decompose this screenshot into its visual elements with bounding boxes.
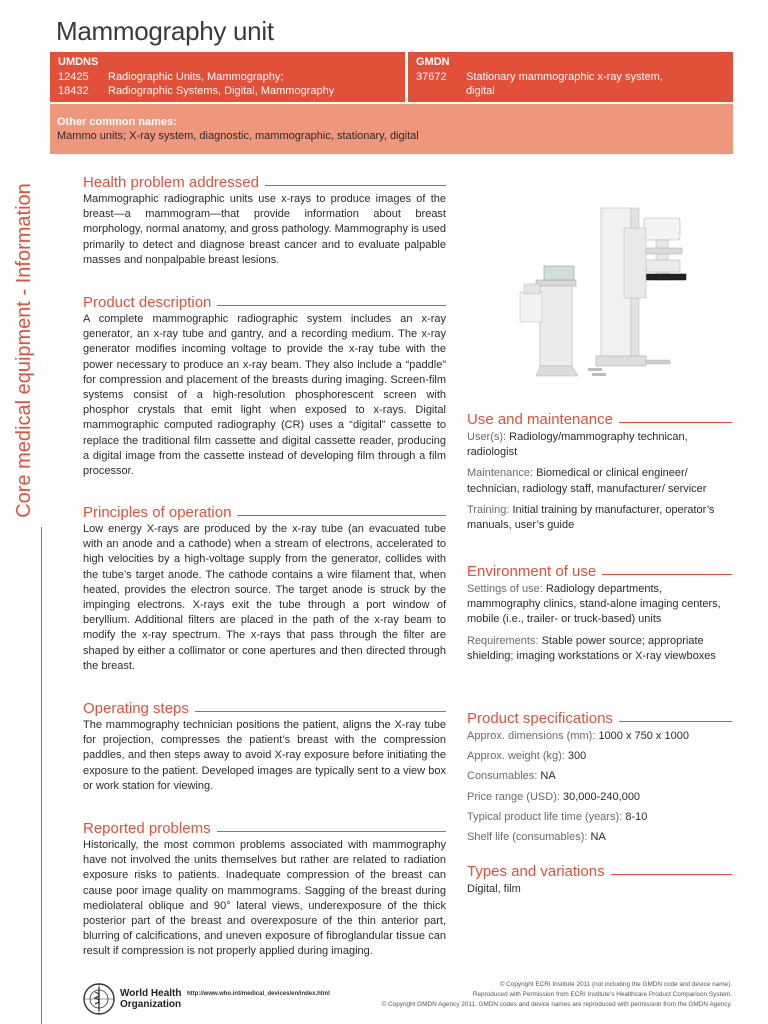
heading-rule [237,515,446,516]
other-names-box [50,104,733,154]
gmdn-name: digital [466,85,495,97]
section-heading [467,708,732,728]
heading-rule [195,711,446,712]
health-title: Health problem addressed [83,173,259,191]
umdns-name: Radiographic Systems, Digital, Mammography [108,85,335,97]
use-maintenance-title: Use and maintenance [467,410,613,428]
item-value: Initial training by manufacturer, operator’s manuals, user’s guide [467,503,715,532]
item-label: User(s): [467,431,510,443]
umdns-code: 12425 [58,71,89,83]
use-maintenance-section [467,409,732,539]
section-heading [83,502,446,522]
spec-label: Price range (USD): [467,790,563,803]
types-text: Digital, film [467,883,521,895]
section-heading [467,561,732,581]
types-section [467,861,732,903]
use-item [467,430,732,460]
operating-text: The mammography technician positions the patient, aligns the X-ray tube for projection, compresses the patient’s breast with the compression paddles, and then steps away to avoid X-ray exposure before initiating the exposure to the patient. Developed images are typically sent to a view box or work station for viewing. [83,719,446,792]
item-value: Radiology departments, mammography clinics, stand-alone imaging centers, mobile (i.e., trailer- or truck-based) units [467,583,721,626]
gmdn-code: 37672 [416,71,447,83]
item-value: Radiology/mammography technican, radiologist [467,431,688,459]
operating-title: Operating steps [83,699,189,717]
spec-value: 1000 x 750 x 1000 [598,730,689,742]
gmdn-name: Stationary mammographic x-ray system, [466,71,663,83]
principles-text: Low energy X-rays are produced by the x-ray tube (an evacuated tube with an anode and a cathode) when a stream of electrons, accelerated to high velocities by a high-voltage supply from the generator, collides with the tube’s target anode. The cathode contains a wire filament that, when heated, provides the electron source. The target anode is struck by the impinging electrons. X-rays exit the tube through a port window of beryllium. Additional filters are placed in the path of the x-ray beam to modify the x-ray spectrum. The x-rays that pass through the filter are shaped by either a collimator or cone apertures and then directed through the breast. [83,523,446,672]
product-section [83,292,446,479]
spec-value: 30,000-240,000 [562,790,641,803]
copyright-notice [312,980,732,1011]
spec-item [467,749,732,764]
heading-rule [217,831,446,832]
section-heading [83,698,446,718]
umdns-header: UMDNS [58,56,99,68]
spec-item [467,810,732,825]
heading-rule [611,874,732,875]
other-names-text: Mammo units; X-ray system, diagnostic, mammographic, stationary, digital [57,130,419,142]
spec-value: 8-10 [625,810,648,823]
who-name [120,988,181,1010]
specifications-title: Product specifications [467,709,613,727]
problems-section [83,818,446,960]
spec-item [467,790,732,805]
gmdn-row [416,70,725,84]
spec-value: NA [590,830,606,843]
other-names-header: Other common names: [57,116,177,128]
item-value: Biomedical or clinical engineer/ technician, radiology staff, manufacturer/ servicer [467,467,707,495]
spec-label: Approx. dimensions (mm): [467,730,599,742]
spec-label: Consumables: [467,770,541,783]
health-text: Mammographic radiographic units use x-rays to produce images of the breast—a mammogram—that provide information about breast morphology, normal anatomy, and gross pathology. Mammography is used primarily to detect and diagnose breast cancer and to evaluate palpable masses and nonpalpable breast lesions. [83,193,446,266]
spec-item [467,769,732,784]
item-label: Requirements: [467,634,542,647]
heading-rule [602,574,732,575]
section-heading [83,292,446,312]
health-section [83,172,446,268]
spec-label: Shelf life (consumables): [467,830,591,843]
operating-section [83,698,446,794]
who-emblem-icon [82,982,116,1016]
principles-title: Principles of operation [83,503,232,521]
section-heading [83,172,446,192]
section-heading [467,861,732,881]
gmdn-code [416,84,466,98]
spec-item [467,729,732,744]
use-item [467,466,732,496]
principles-section [83,502,446,674]
who-logo [82,982,181,1016]
spec-label: Approx. weight (kg): [467,750,568,763]
umdns-code: 18432 [58,85,89,97]
environment-item [467,634,732,664]
spec-label: Typical product life time (years): [467,810,626,823]
umdns-row [58,84,397,98]
environment-title: Environment of use [467,562,597,580]
heading-rule [619,422,732,423]
spec-value: NA [540,770,556,783]
types-title: Types and variations [467,862,605,880]
gmdn-row [416,84,725,98]
spec-item [467,830,732,845]
side-label [4,175,44,525]
who-name-line: Organization [120,999,182,1010]
heading-rule [265,185,446,186]
spec-value: 300 [567,750,587,763]
gmdn-header: GMDN [416,56,450,68]
who-url-link[interactable]: http://www.who.int/medical_devices/en/index.html [187,991,330,997]
environment-item [467,582,732,628]
umdns-box [50,52,405,102]
section-heading [83,818,446,838]
item-label: Maintenance: [467,467,537,480]
side-divider [41,527,42,1024]
umdns-name: Radiographic Units, Mammography; [108,71,284,83]
use-item [467,503,732,533]
environment-section [467,561,732,670]
side-label-text: Core medical equipment - Information [12,182,35,518]
problems-title: Reported problems [83,819,211,837]
gmdn-box [408,52,733,102]
item-label: Training: [467,503,513,516]
product-title: Product description [83,293,212,311]
copyright-line: Reproduced with Permission from ECRI Institute’s Healthcare Product Comparison System. [472,991,732,999]
heading-rule [619,721,732,722]
specifications-section [467,708,732,850]
section-heading [467,409,732,429]
umdns-row [58,70,397,84]
problems-text: Historically, the most common problems associated with mammography have not involved the units themselves but rather are related to radiation exposure risks to patients. Inadequate compression of the breast can cause poor image quality on mammograms. Sagging of the breast during mediolateral oblique and 90° lateral views, underexposure of the thick posterior part of the breast and overexposure of the thin anterior part, blurring of calcifications, and uneven exposure of fibroglandular tissue can result if compression is not properly applied during imaging. [83,839,446,958]
heading-rule [217,305,446,306]
copyright-line: © Copyright ECRI Institute 2011 (not including the GMDN code and device name). [499,981,732,988]
mammography-unit-illustration [506,188,726,388]
who-name-line: World Health [120,988,182,999]
product-text: A complete mammographic radiographic system includes an x-ray generator, an x-ray tube and gantry, and a recording medium. The x-ray generator modifies incoming voltage to provide the x-ray tube with the power necessary to produce an x-ray beam. They also include a “paddle” for compression and placement of the breasts during imaging. Screen-film systems consist of a high-resolution phosphorescent screen with phosphor crystals that emit light when exposed to x-rays. Digital mammographic computed radiography (CR) uses a “digital” cassette to replace the traditional film cassette and digital cassette reader, producing a digital image from the cassette instead of developing film through a film processor. [83,313,446,478]
page-title: Mammography unit [56,16,274,46]
item-label: Settings of use: [467,583,546,595]
copyright-line: © Copyright GMDN Agency 2011. GMDN codes and device names are reproduced with permission from the GMDN Agency. [381,1001,732,1009]
item-value: Stable power source; appropriate shielding; imaging workstations or X-ray viewboxes [467,634,716,662]
